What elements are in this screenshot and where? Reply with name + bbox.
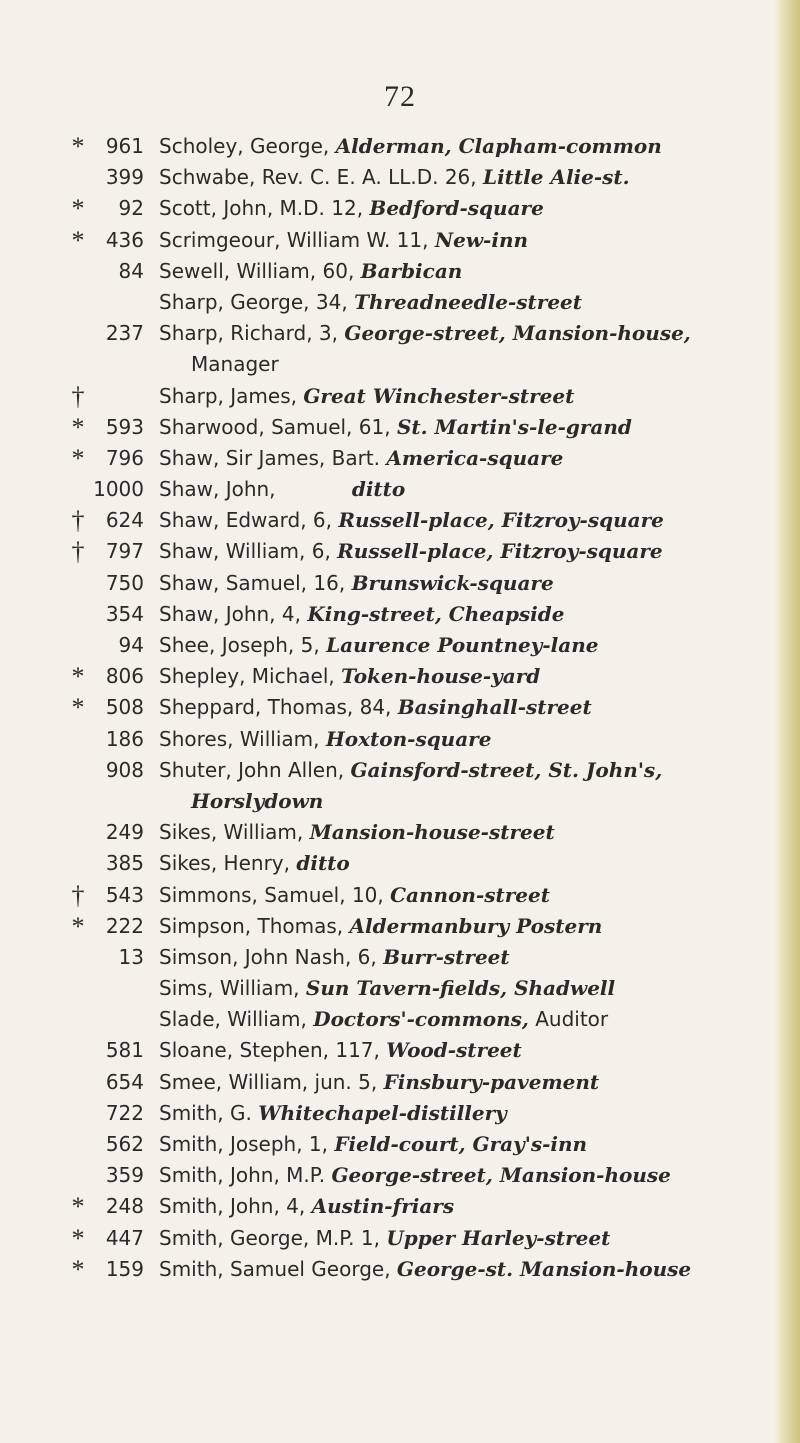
entry-place: Gainsford-street, St. John's, (350, 757, 663, 782)
entry-number: 654 (105, 1069, 144, 1094)
entry-place: Finsbury-pavement (383, 1069, 600, 1094)
directory-entry (0, 630, 770, 661)
entry-place: Bedford-square (369, 196, 544, 221)
entry-place: Whitechapel-distillery (258, 1100, 507, 1125)
entry-name: Sheppard, Thomas, 84, (159, 695, 398, 720)
entry-mark: * (71, 225, 85, 255)
entry-text (159, 536, 663, 567)
entry-number: 385 (105, 851, 144, 876)
entry-number: 1000 (93, 477, 144, 502)
entry-place: Doctors'-commons, (313, 1007, 529, 1032)
entry-name: Smee, William, jun. 5, (159, 1069, 384, 1094)
entry-number: 186 (105, 726, 144, 751)
entry-number: 961 (105, 134, 144, 158)
entry-name: Simson, John Nash, 6, (159, 944, 384, 969)
entry-name: Simpson, Thomas, (159, 913, 350, 938)
entry-text (159, 755, 662, 786)
directory-entry (0, 973, 770, 1004)
entry-text (159, 474, 405, 505)
entry-name: Smith, George, M.P. 1, (159, 1225, 387, 1250)
entry-number: 796 (105, 445, 144, 470)
directory-entry (0, 692, 770, 723)
entry-place: Great Winchester-street (303, 383, 575, 408)
entry-mark: * (71, 662, 85, 692)
entry-place: George-st. Mansion-house (396, 1256, 692, 1281)
directory-entry (0, 287, 770, 318)
directory-entry (0, 193, 770, 224)
entry-place: America-square (386, 445, 564, 470)
entry-name: Scrimgeour, William W. 11, (159, 227, 435, 252)
entry-mark: * (71, 443, 85, 473)
entry-text (159, 381, 574, 412)
entry-mark: * (71, 412, 85, 442)
entry-name: Sikes, William, (159, 820, 310, 845)
entry-text (191, 349, 279, 380)
entry-name: Manager (191, 352, 279, 377)
entry-mark: * (71, 194, 85, 224)
entry-name: Shaw, John, (159, 477, 352, 502)
entry-text (191, 786, 323, 817)
directory-entry (0, 568, 770, 599)
directory-entry (0, 848, 770, 879)
directory-entry (0, 724, 770, 755)
entry-name: Shuter, John Allen, (159, 757, 351, 782)
entry-number: 222 (105, 913, 144, 938)
directory-entry (0, 318, 770, 349)
entry-place: Barbican (360, 258, 463, 283)
directory-entry (0, 412, 770, 443)
entry-place: ditto (296, 851, 350, 876)
directory-entry (0, 880, 770, 911)
page-edge-shadow (774, 0, 800, 1443)
entry-name: Sewell, William, 60, (159, 258, 361, 283)
directory-entry (0, 1254, 770, 1285)
entry-place: George-street, Mansion-house (331, 1163, 671, 1188)
directory-entry (0, 474, 770, 505)
directory-entry (0, 755, 770, 786)
entry-mark: * (71, 1223, 85, 1253)
entry-number: 94 (118, 633, 144, 657)
entry-place: Horslydown (191, 788, 324, 813)
entry-place: Austin-friars (311, 1194, 455, 1219)
entry-place: Hoxton-square (325, 726, 492, 751)
entry-name: Sikes, Henry, (159, 851, 297, 876)
directory-entry (0, 911, 770, 942)
entry-name: Shee, Joseph, 5, (159, 633, 327, 657)
directory-entry (0, 1223, 770, 1254)
entry-text (159, 817, 555, 848)
entry-place: Basinghall-street (397, 695, 592, 720)
entry-text (159, 1191, 454, 1222)
entry-text (159, 412, 632, 443)
entry-name: Sharp, George, 34, (159, 289, 355, 314)
entry-name: Shaw, Edward, 6, (159, 508, 339, 533)
entry-text (159, 1098, 507, 1129)
entry-text (159, 505, 664, 536)
entry-text (159, 1067, 599, 1098)
entry-number: 562 (105, 1132, 144, 1156)
entry-name: Scott, John, M.D. 12, (159, 196, 370, 221)
entry-mark: † (71, 880, 85, 910)
entry-name: Schwabe, Rev. C. E. A. LL.D. 26, (159, 165, 483, 190)
entry-text (159, 724, 491, 755)
entry-number: 249 (105, 820, 144, 845)
entry-number: 750 (105, 570, 144, 595)
directory-entry (0, 162, 770, 193)
entry-number: 908 (105, 757, 144, 782)
entry-text (159, 1254, 691, 1285)
entry-place: Burr-street (383, 944, 510, 969)
entry-number: 84 (118, 258, 144, 283)
entry-mark: * (71, 911, 85, 941)
entry-place: New-inn (434, 227, 529, 252)
entry-text (159, 256, 462, 287)
entry-number: 92 (118, 196, 144, 221)
entry-place: Laurence Pountney-lane (326, 633, 599, 657)
entry-text (159, 848, 350, 879)
entry-place: St. Martin's-le-grand (396, 414, 632, 439)
directory-entry (0, 256, 770, 287)
entry-text (159, 162, 630, 193)
entry-name: Shaw, John, 4, (159, 601, 308, 626)
entry-text (159, 1223, 610, 1254)
entry-text (159, 1004, 608, 1035)
directory-entry (0, 1129, 770, 1160)
entry-name: Shepley, Michael, (159, 664, 342, 689)
entry-name: Smith, G. (159, 1100, 259, 1125)
entry-place: George-street, Mansion-house, (344, 321, 691, 346)
entry-name: Sims, William, (159, 976, 306, 1001)
entry-name: Shaw, William, 6, (159, 539, 338, 564)
entry-text (159, 661, 540, 692)
entry-number: 354 (105, 601, 144, 626)
entry-suffix: Auditor (528, 1007, 609, 1032)
directory-entry (0, 443, 770, 474)
directory-entry (0, 661, 770, 692)
entry-text (159, 131, 662, 162)
entry-number: 593 (105, 414, 144, 439)
entry-name: Smith, John, M.P. (159, 1163, 332, 1188)
entry-place: ditto (351, 477, 406, 502)
entry-name: Shores, William, (159, 726, 326, 751)
directory-entry (0, 1191, 770, 1222)
entry-number: 399 (105, 165, 144, 190)
entry-text (159, 193, 544, 224)
directory-entry (0, 1160, 770, 1191)
entry-name: Smith, Samuel George, (159, 1256, 397, 1281)
entry-mark: * (71, 132, 85, 161)
entry-text (159, 692, 592, 723)
entry-place: Sun Tavern-fields, Shadwell (305, 976, 616, 1001)
entry-number: 581 (105, 1038, 144, 1063)
entry-text (159, 599, 565, 630)
directory-entry (0, 942, 770, 973)
directory-entry (0, 786, 770, 817)
entry-number: 722 (105, 1100, 144, 1125)
entry-number: 248 (105, 1194, 144, 1219)
entry-number: 508 (105, 695, 144, 720)
entry-number: 624 (105, 508, 144, 533)
entry-number: 13 (118, 944, 144, 969)
directory-entry (0, 1035, 770, 1066)
entry-text (159, 225, 528, 256)
directory-entry (0, 1067, 770, 1098)
entry-name: Smith, Joseph, 1, (159, 1132, 335, 1156)
entry-mark: † (71, 537, 85, 567)
directory-entry (0, 599, 770, 630)
entry-text (159, 568, 554, 599)
entry-text (159, 630, 599, 661)
entry-number: 543 (105, 882, 144, 907)
entry-name: Sharp, Richard, 3, (159, 321, 345, 346)
entry-number: 797 (105, 539, 144, 564)
entry-place: Cannon-street (390, 882, 550, 907)
directory-entry (0, 505, 770, 536)
entry-text (159, 443, 563, 474)
entry-text (159, 973, 615, 1004)
entry-number: 237 (105, 321, 144, 346)
entry-number: 447 (105, 1225, 144, 1250)
entry-place: Threadneedle-street (354, 289, 583, 314)
entry-place: Little Alie-st. (483, 165, 630, 190)
entry-name: Shaw, Samuel, 16, (159, 570, 352, 595)
entry-text (159, 287, 582, 318)
entry-mark: † (71, 381, 85, 411)
entry-mark: * (71, 1254, 85, 1284)
entry-place: Russell-place, Fitzroy-square (337, 539, 663, 564)
entry-name: Shaw, Sir James, Bart. (159, 445, 387, 470)
entry-place: Token-house-yard (341, 664, 541, 689)
entry-mark: * (71, 693, 85, 723)
entry-number: 436 (105, 227, 144, 252)
directory-entry (0, 381, 770, 412)
entry-name: Sloane, Stephen, 117, (159, 1038, 387, 1063)
entry-place: King-street, Cheapside (307, 601, 565, 626)
entry-text (159, 1160, 671, 1191)
page-number: 72 (384, 80, 416, 113)
entry-place: Russell-place, Fitzroy-square (338, 508, 664, 533)
entry-place: Wood-street (386, 1038, 522, 1063)
entry-name: Slade, William, (159, 1007, 314, 1032)
entry-name: Sharp, James, (159, 383, 304, 408)
entry-name: Scholey, George, (159, 134, 336, 158)
entry-text (159, 942, 510, 973)
entry-text (159, 880, 550, 911)
entry-place: Field-court, Gray's-inn (334, 1132, 588, 1156)
directory-entry (0, 349, 770, 380)
entry-name: Smith, John, 4, (159, 1194, 312, 1219)
directory-entry (0, 536, 770, 567)
directory-entry (0, 131, 770, 162)
entry-place: Brunswick-square (351, 570, 554, 595)
entry-place: Alderman, Clapham-common (335, 134, 662, 158)
directory-entry (0, 1098, 770, 1129)
directory-entry (0, 817, 770, 848)
entry-number: 359 (105, 1163, 144, 1188)
entry-text (159, 1035, 522, 1066)
directory-entry (0, 225, 770, 256)
entry-mark: * (71, 1192, 85, 1222)
entry-mark: † (71, 506, 85, 536)
entry-text (159, 911, 602, 942)
directory-list (0, 131, 770, 1285)
entry-place: Mansion-house-street (309, 820, 555, 845)
entry-name: Simmons, Samuel, 10, (159, 882, 391, 907)
entry-text (159, 318, 691, 349)
entry-text (159, 1129, 587, 1160)
entry-name: Sharwood, Samuel, 61, (159, 414, 397, 439)
entry-place: Upper Harley-street (386, 1225, 611, 1250)
entry-number: 159 (105, 1256, 144, 1281)
entry-place: Aldermanbury Postern (349, 913, 603, 938)
entry-number: 806 (105, 664, 144, 689)
directory-entry (0, 1004, 770, 1035)
